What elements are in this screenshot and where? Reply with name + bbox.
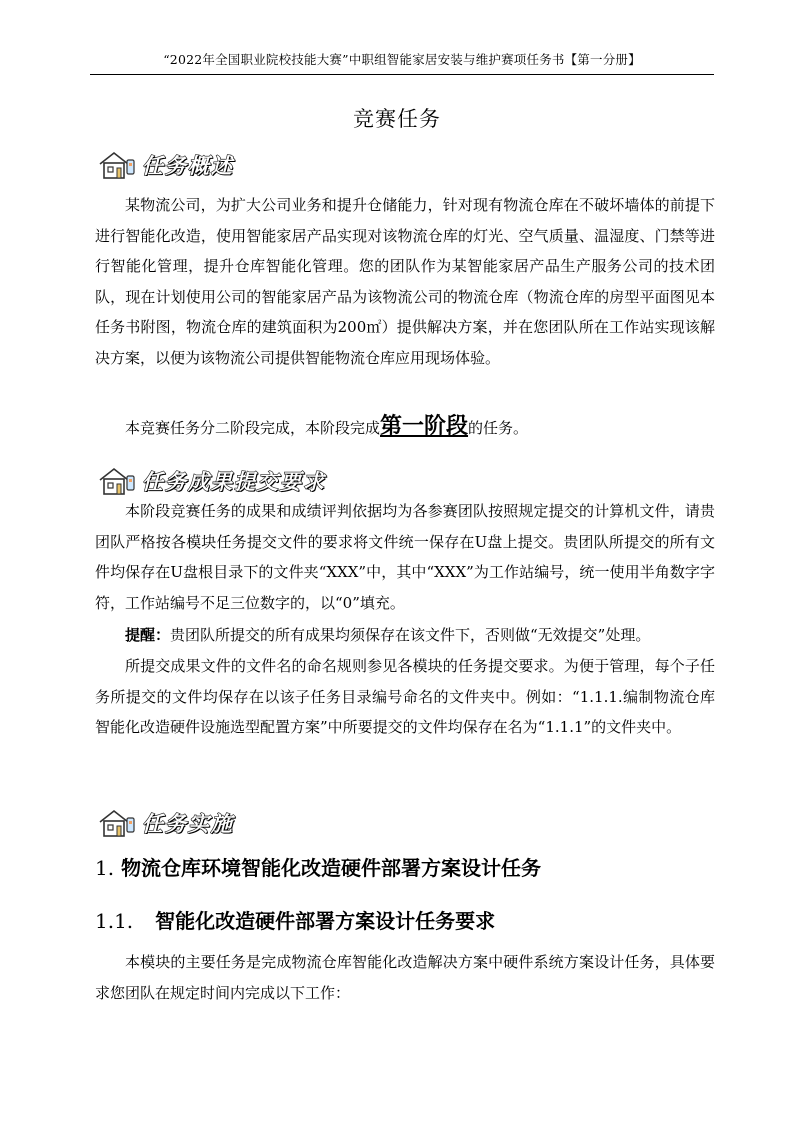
heading-2-number: 1.1. <box>95 909 134 933</box>
house-icon <box>98 150 136 180</box>
implementation-paragraph-1: 本模块的主要任务是完成物流仓库智能化改造解决方案中硬件系统方案设计任务，具体要求您团队在规定时间内完成以下工作： <box>95 953 715 1002</box>
heading-level-1 <box>95 852 541 881</box>
house-icon <box>98 466 136 496</box>
section-heading-text: 任务概述 <box>142 154 234 178</box>
section-heading-overview <box>98 148 234 182</box>
overview-p2-before: 本竞赛任务分二阶段完成，本阶段完成 <box>125 419 381 437</box>
heading-level-2 <box>95 905 495 934</box>
section-heading-submission <box>98 464 326 498</box>
overview-paragraph-1: 某物流公司，为扩大公司业务和提升仓储能力，针对现有物流仓库在不破坏墙体的前提下进行智能化改造，使用智能家居产品实现对该物流仓库的灯光、空气质量、温湿度、门禁等进行智能化管理，提升仓库智能化管理。您的团队作为某智能家居产品生产服务公司的技术团队，现在计划使用公司的智能家居产品为该物流公司的物流仓库（物流仓库的房型平面图见本任务书附图，物流仓库的建筑面积为200㎡）提供解决方案，并在您团队所在工作站实现该解决方案，以便为该物流公司提供智能物流仓库应用现场体验。 <box>95 196 715 367</box>
submission-paragraph-1: 本阶段竞赛任务的成果和成绩评判依据均为各参赛团队按照规定提交的计算机文件，请贵团队严格按各模块任务提交文件的要求将文件统一保存在U盘上提交。贵团队所提交的所有文件均保存在U盘根目录下的文件夹“XXX”中，其中“XXX”为工作站编号，统一使用半角数字字符，工作站编号不足三位数字的，以“0”填充。 <box>95 502 715 612</box>
overview-p2-after: 的任务。 <box>468 419 529 437</box>
house-icon <box>98 808 136 838</box>
overview-paragraph-2 <box>95 412 715 444</box>
stage-emphasis: 第一阶段 <box>380 414 469 439</box>
heading-2-text: 智能化改造硬件部署方案设计任务要求 <box>155 909 496 933</box>
heading-1-number: 1. <box>95 856 115 880</box>
submission-paragraph-3: 所提交成果文件的文件名的命名规则参见各模块的任务提交要求。为便于管理，每个子任务所提交的文件均保存在以该子任务目录编号命名的文件夹中。例如：“1.1.1.编制物流仓库智能化改造硬件设施选型配置方案”中所要提交的文件均保存在名为“1.1.1”的文件夹中。 <box>95 657 715 736</box>
heading-1-text: 物流仓库环境智能化改造硬件部署方案设计任务 <box>121 856 542 880</box>
section-heading-text: 任务成果提交要求 <box>142 470 326 494</box>
reminder-label: 提醒： <box>125 626 171 644</box>
reminder-text: 贵团队所提交的所有成果均须保存在该文件下，否则做“无效提交”处理。 <box>170 626 651 644</box>
page-title: 竞赛任务 <box>353 107 441 131</box>
running-header-text: “2022年全国职业院校技能大赛”中职组智能家居安装与维护赛项任务书【第一分册】 <box>163 52 641 67</box>
section-heading-implementation <box>98 806 234 840</box>
section-heading-text: 任务实施 <box>142 812 234 836</box>
submission-reminder <box>95 620 715 651</box>
running-header <box>90 50 714 75</box>
